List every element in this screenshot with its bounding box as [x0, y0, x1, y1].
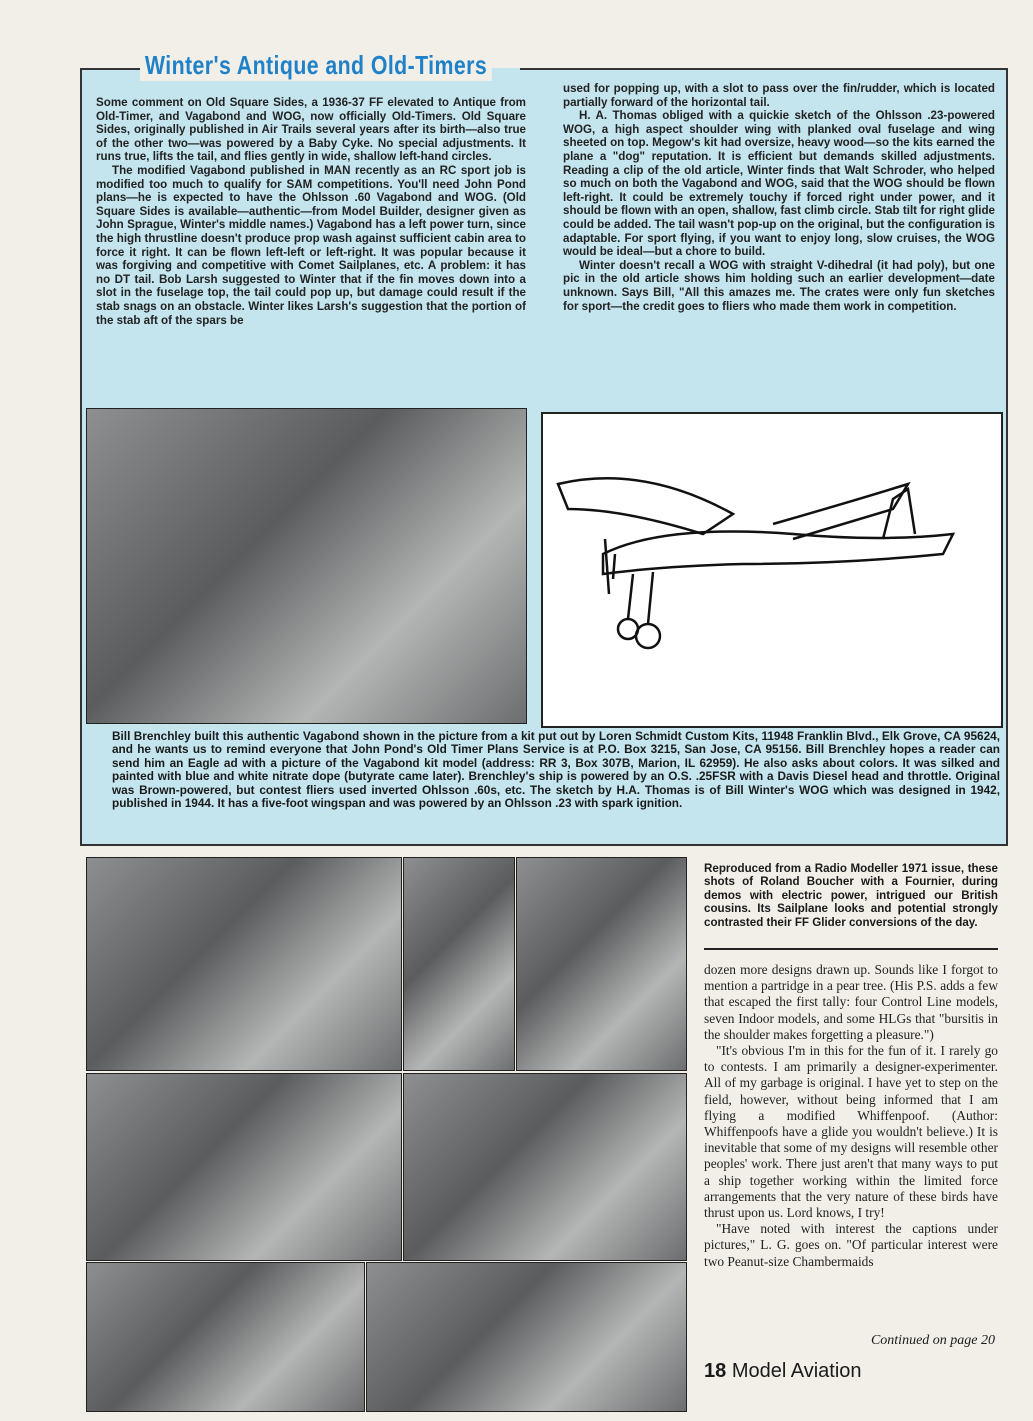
- box-top-border: [520, 68, 1006, 70]
- divider: [704, 948, 998, 950]
- paragraph: "Have noted with interest the captions under pictures," L. G. goes on. "Of particular interest were two Peanut-size Chambermaids: [704, 1221, 998, 1269]
- paragraph: "It's obvious I'm in this for the fun of it. I rarely go to contests. I am primarily a designer-experimenter. All of my garbage is original. I have yet to step on the field, however, without being informed that I am flying a modified Whiffenpoof. (Author: Whiffenpoofs have a glide you wouldn't believe.) It is inevitable that some of my designs will resemble other peoples' work. There just aren't that many ways to put a ship together working within the limited force arrangements that the very nature of these birds have thrust upon us. Lord knows, I try!: [704, 1043, 998, 1221]
- lower-body-text: [704, 962, 998, 1270]
- paragraph: H. A. Thomas obliged with a quickie sketch of the Ohlsson .23-powered WOG, a high aspect shoulder wing with planked oval fuselage and wing sheeted on top. Megow's kit had oversize, heavy wood—so the kits earned the plane a "dog" reputation. It is efficient but demands skilled adjustments. Reading a clip of the old article, Winter finds that Walt Schroder, who helped so much on both the Vagabond and WOG, said that the WOG should be flown left-right. It could be extremely touchy if forced right under power, and it should be flown with an open, shallow, fast climb circle. Stab tilt for right glide could be added. The tail wasn't pop-up on the original, but the configuration is adaptable. For sport flying, if you want to enjoy long, slow cruises, the WOG would be ideal—but a chore to build.: [563, 109, 995, 259]
- article-title: Winter's Antique and Old-Timers: [140, 50, 492, 81]
- photo-vagabond-model: [86, 408, 527, 724]
- wog-sketch: [541, 412, 1003, 728]
- photo-boucher-group: [86, 857, 402, 1071]
- page-number: 18: [704, 1360, 727, 1382]
- photo-spectators: [403, 857, 515, 1071]
- article-column-2: [563, 82, 995, 313]
- continued-note: Continued on page 20: [870, 1333, 995, 1348]
- paragraph: The modified Vagabond published in MAN recently as an RC sport job is modified too much to qualify for SAM competitions. You'll need John Pond plans—he is expected to have the Ohlsson .60 Vagabond and WOG. (Old Square Sides is available—authentic—from Model Builder, designer given as John Sprague, Winter's middle names.) Vagabond has a left power turn, since the high thrustline doesn't produce prop wash against sufficient cabin area to force it right. It can be flown left-left or left-right. It was popular because it was forgiving and competitive with Comet Sailplanes, etc. A problem: it has no DT tail. Bob Larsh suggested to Winter that if the fin moves down into a slot in the fuselage top, the tail could pop up, but damage could result if the stab snags on an obstacle. Winter likes Larsh's suggestion that the portion of the stab aft of the spars be: [96, 163, 526, 327]
- paragraph: Winter doesn't recall a WOG with straight V-dihedral (it had poly), but one pic in the old article shows him holding such an earlier development—date unknown. Says Bill, "All this amazes me. The crates were only fun sketches for sport—the credit goes to fliers who made them work in competition.: [563, 258, 995, 313]
- paragraph: Some comment on Old Square Sides, a 1936-37 FF elevated to Antique from Old-Timer, and Vagabond and WOG, now officially Old-Timers. Old Square Sides, originally published in Air Trails several years after its birth—also true of the other two—was powered by a Baby Cyke. No special adjustments. It runs true, lifts the tail, and flies gently in wide, shallow left-hand circles.: [96, 96, 526, 164]
- paragraph: dozen more designs drawn up. Sounds like I forgot to mention a partridge in a pear tree. (His P.S. adds a few that escaped the first tally: four Control Line models, seven Indoor models, and some HLGs that "bursitis in the shoulder makes forgetting a pleasure."): [704, 962, 998, 1042]
- page-footer: [704, 1360, 862, 1383]
- magazine-name: Model Aviation: [731, 1360, 862, 1382]
- lower-photo-caption: Reproduced from a Radio Modeller 1971 issue, these shots of Roland Boucher with a Fournier, during demos with electric power, intrigued our British cousins. Its Sailplane looks and potential strongly contrasted their FF Glider conversions of the day.: [704, 862, 998, 929]
- paragraph: used for popping up, with a slot to pass over the fin/rudder, which is located partially forward of the horizontal tail.: [563, 82, 995, 109]
- article-column-1: [96, 96, 526, 327]
- photo-model-closeup: [516, 857, 687, 1071]
- airplane-drawing-icon: [543, 414, 1001, 726]
- photo-electric-motor: [403, 1073, 687, 1261]
- photo-caption: Bill Brenchley built this authentic Vagabond shown in the picture from a kit put out by Loren Schmidt Custom Kits, 11948 Franklin Blvd., Elk Grove, CA 95624, and he wants us to remind everyone that John Pond's Old Timer Plans Service is at P.O. Box 3215, San Jose, CA 95156. Bill Brenchley hopes a reader can send him an Eagle ad with a picture of the Vagabond kit model (address: RR 3, Box 307B, Marion, IL 62959). He also asks about colors. It was silked and painted with blue and white nitrate dope (butyrate came later). Brenchley's ship is powered by an O.S. .25FSR with a Davis Diesel head and throttle. Original was Brown-powered, but contest fliers used inverted Ohlsson .60s, etc. The sketch by H.A. Thomas is of Bill Winter's WOG which was designed in 1942, published in 1944. It has a five-foot wingspan and was powered by an Ohlsson .23 with spark ignition.: [112, 729, 1000, 811]
- photo-hands-model: [86, 1262, 365, 1412]
- photo-launch: [86, 1073, 402, 1261]
- photo-crowd: [366, 1262, 687, 1412]
